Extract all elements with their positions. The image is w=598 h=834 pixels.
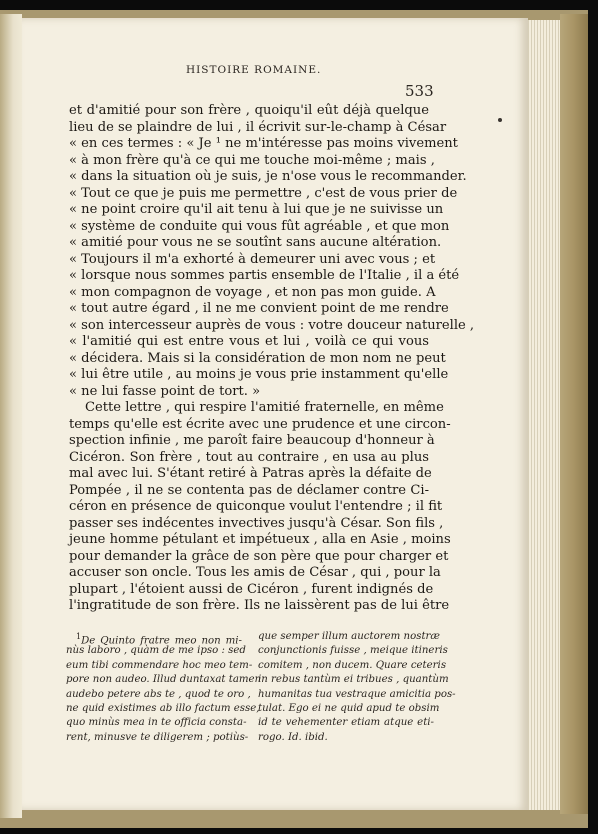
ink-speck — [498, 118, 502, 122]
footnote-line: quo minùs mea in te officia consta- — [66, 717, 247, 729]
text-line: « à mon frère qu'à ce qui me touche moi-même ; mais , — [69, 152, 435, 168]
body-text — [69, 103, 475, 615]
text-line: temps qu'elle est écrite avec une prudence et une circon- — [69, 416, 451, 432]
text-line: « ne point croire qu'il ait tenu à lui que je ne suivisse un — [69, 202, 444, 217]
footnote-line: comitem , non ducem. Quare ceteris — [258, 659, 447, 671]
text-line: « décidera. Mais si la considération de mon nom ne peut — [69, 350, 446, 366]
footnote-line: pore non audeo. Illud duntaxat tamen — [66, 674, 262, 686]
footnote-line: que semper illum auctorem nostræ — [258, 631, 440, 642]
facing-page-edge — [0, 14, 22, 818]
text-line: plupart , l'étoient aussi de Cicéron , furent indignés de — [69, 581, 434, 597]
text-line: accuser son oncle. Tous les amis de César , qui , pour la — [69, 565, 441, 580]
book-cover-edge — [560, 14, 588, 814]
footnote-line: rogo. Id. ibid. — [258, 731, 328, 743]
footnote-mark: 1 — [76, 632, 82, 641]
text-line: « dans la situation où je suis, je n'ose vous le recommander. — [69, 169, 467, 184]
text-line: « Toujours il m'a exhorté à demeurer uni avec vous ; et — [69, 251, 436, 267]
text-line: « amitié pour vous ne se soutînt sans aucune altération. — [69, 235, 442, 250]
text-line: jeune homme pétulant et impétueux , alla en Asie , moins — [69, 532, 451, 547]
text-line: lieu de se plaindre de lui , il écrivit sur-le-champ à César — [69, 119, 447, 135]
footnote-column-left — [66, 630, 262, 745]
page-number: 533 — [405, 82, 434, 100]
text-line: « en ces termes : « Je ¹ ne m'intéresse pas moins vivement — [69, 136, 458, 151]
footnote-line: rent, minusve te diligerem ; potiùs- — [66, 731, 249, 743]
footnote-line: audebo petere abs te , quod te oro , — [66, 688, 251, 700]
text-line: céron en présence de quiconque voulut l'entendre ; il fit — [69, 499, 443, 514]
text-line: pour demander la grâce de son père que pour charger et — [69, 548, 449, 564]
footnote-line — [66, 630, 242, 647]
text-line: « son intercesseur auprès de vous : votre douceur naturelle , — [69, 317, 475, 333]
text-line: « ne lui fasse point de tort. » — [69, 383, 261, 399]
text-line: Cicéron. Son frère , tout au contraire , en usa au plus — [69, 449, 429, 465]
footnote-text: De Quinto fratre meo non mi- — [81, 635, 242, 647]
footnote-line: eum tibi commendare hoc meo tem- — [66, 659, 253, 671]
text-line: Pompée , il ne se contenta pas de déclamer contre Ci- — [69, 482, 429, 498]
footnote-line: humanitas tua vestraque amicitia pos- — [258, 688, 456, 700]
text-line: « l'amitié qui est entre vous et lui , voilà ce qui vous — [69, 334, 429, 349]
footnote-line: in rebus tantùm ei tribues , quantùm — [258, 674, 449, 686]
footnote-line: nùs laboro , quàm de me ipso : sed — [66, 645, 246, 657]
text-line: passer ses indécentes invectives jusqu'à César. Son fils , — [69, 515, 444, 531]
footnote-column-right — [258, 630, 456, 745]
text-line: l'ingratitude de son frère. Ils ne laissèrent pas de lui être — [69, 598, 450, 613]
footnote-line: tulat. Ego ei ne quid apud te obsim — [258, 702, 440, 714]
text-line: « tout autre égard , il ne me convient point de me rendre — [69, 301, 449, 316]
text-line: spection infinie , me paroît faire beaucoup d'honneur à — [69, 433, 435, 448]
text-line: mal avec lui. S'étant retiré à Patras après la défaite de — [69, 466, 432, 481]
footnote-line: conjunctionis fuisse , meique itineris — [258, 645, 448, 657]
text-line: « lui être utile , au moins je vous prie instamment qu'elle — [69, 367, 449, 382]
footnote-line: ne quid existimes ab illo factum esse, — [66, 702, 260, 714]
running-title: HISTOIRE ROMAINE. — [186, 64, 322, 76]
text-line: « mon compagnon de voyage , et non pas mon guide. A — [69, 284, 436, 300]
text-line: « système de conduite qui vous fût agréable , et que mon — [69, 218, 450, 234]
footnote-line: id te vehementer etiam atque eti- — [258, 717, 434, 729]
text-line: « Tout ce que je puis me permettre , c'est de vous prier de — [69, 185, 458, 201]
text-line: « lorsque nous sommes partis ensemble de l'Italie , il a été — [69, 268, 460, 283]
text-line: et d'amitié pour son frère , quoiqu'il eût déjà quelque — [69, 103, 429, 118]
text-line: Cette lettre , qui respire l'amitié fraternelle, en même — [85, 400, 444, 415]
